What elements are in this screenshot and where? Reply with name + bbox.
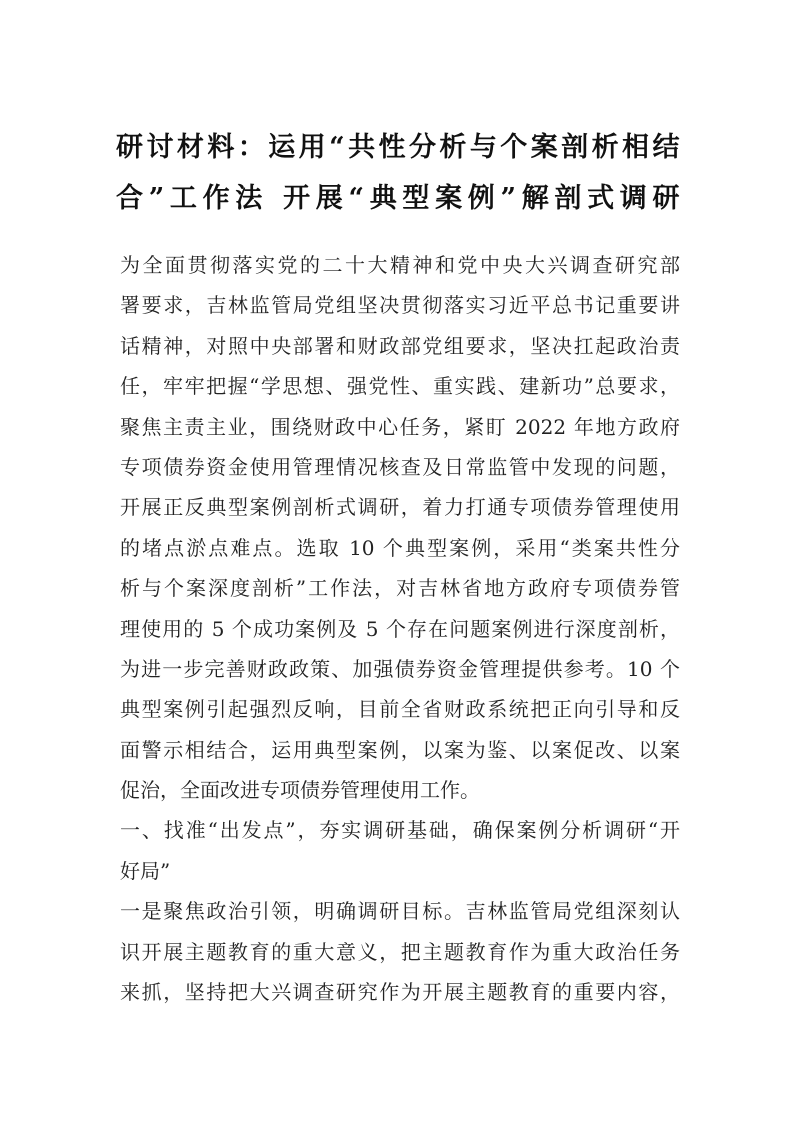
section-heading-line: 好局” <box>120 858 171 883</box>
body-line: 来抓，坚持把大兴调查研究作为开展主题教育的重要内容， <box>120 980 680 1005</box>
body-line: 专项债券资金使用管理情况核查及日常监管中发现的问题， <box>120 454 680 479</box>
title-line: 合”工作法 开展“典型案例”解剖式调研 <box>116 183 680 214</box>
body-line: 任，牢牢把握“学思想、强党性、重实践、建新功”总要求， <box>120 374 680 399</box>
body-line: 促治，全面改进专项债券管理使用工作。 <box>120 778 480 803</box>
body-line: 典型案例引起强烈反响，目前全省财政系统把正向引导和反 <box>120 697 680 722</box>
body-line: 署要求，吉林监管局党组坚决贯彻落实习近平总书记重要讲 <box>120 293 680 318</box>
body-line: 面警示相结合，运用典型案例，以案为鉴、以案促改、以案 <box>120 737 680 762</box>
title-line: 研讨材料：运用“共性分析与个案剖析相结 <box>116 132 680 163</box>
body-line: 聚焦主责主业，围绕财政中心任务，紧盯 2022 年地方政府 <box>120 414 680 439</box>
body-line: 话精神，对照中央部署和财政部党组要求，坚决扛起政治责 <box>120 333 680 358</box>
body-line: 开展正反典型案例剖析式调研，着力打通专项债券管理使用 <box>120 495 680 520</box>
document-body <box>120 245 680 1012</box>
body-line: 的堵点淤点难点。选取 10 个典型案例，采用“类案共性分 <box>120 535 680 560</box>
document-title <box>116 122 680 224</box>
body-line: 为全面贯彻落实党的二十大精神和党中央大兴调查研究部 <box>120 253 680 277</box>
body-line: 一是聚焦政治引领，明确调研目标。吉林监管局党组深刻认 <box>120 899 680 924</box>
body-line: 识开展主题教育的重大意义，把主题教育作为重大政治任务 <box>120 939 680 964</box>
body-line: 析与个案深度剖析”工作法，对吉林省地方政府专项债券管 <box>120 576 680 601</box>
section-heading-line: 一、找准“出发点”，夯实调研基础，确保案例分析调研“开 <box>120 818 680 843</box>
body-line: 为进一步完善财政政策、加强债券资金管理提供参考。10 个 <box>120 656 680 681</box>
body-line: 理使用的 5 个成功案例及 5 个存在问题案例进行深度剖析， <box>120 616 680 641</box>
